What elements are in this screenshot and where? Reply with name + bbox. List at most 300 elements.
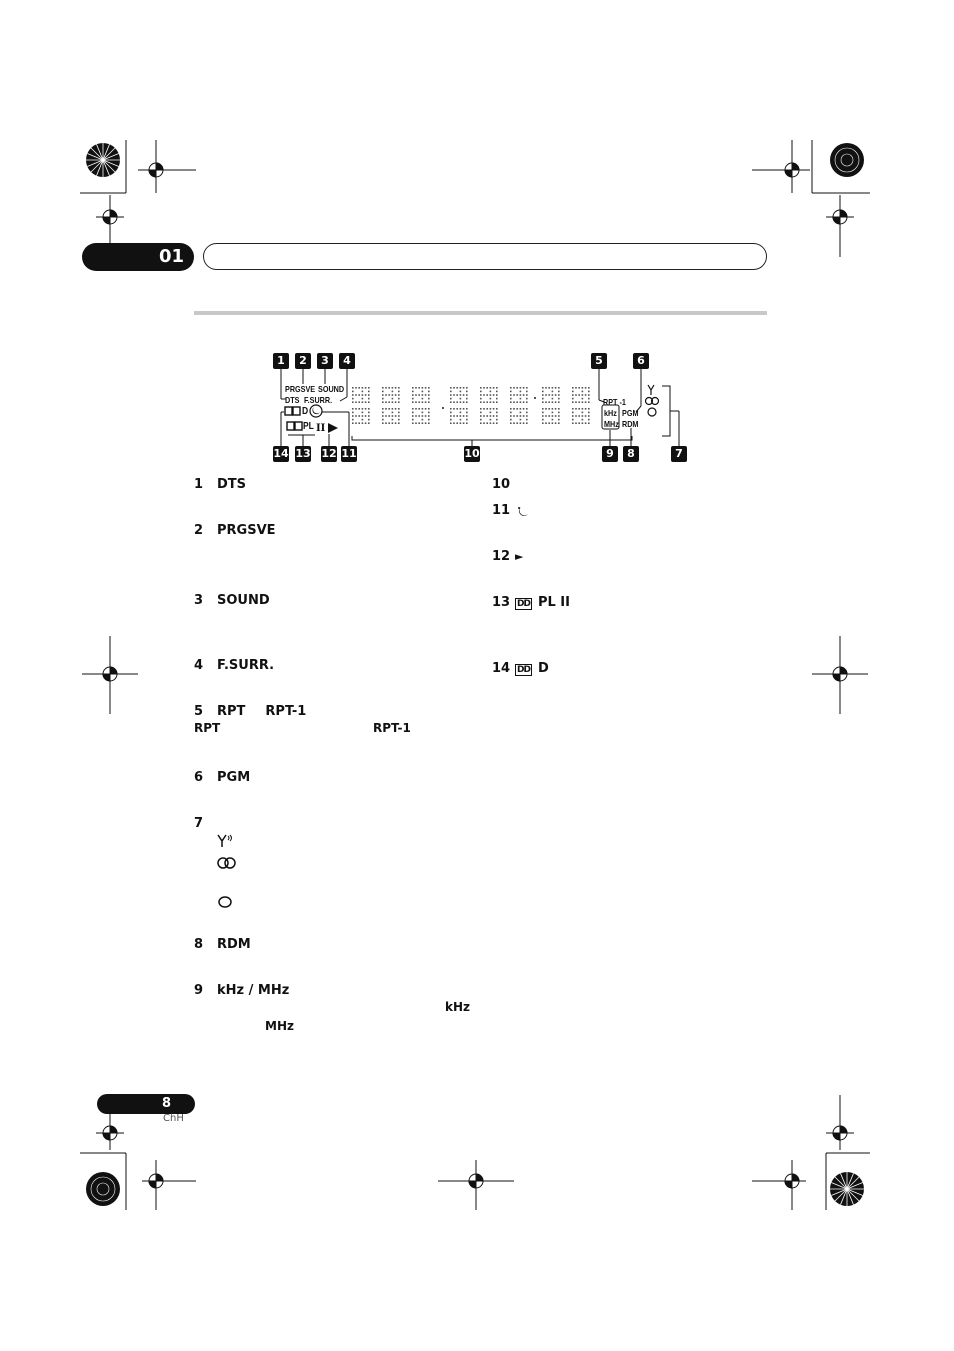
segment-dot bbox=[456, 394, 458, 396]
segment-dot bbox=[490, 422, 492, 424]
callout-6: 6 bbox=[633, 353, 649, 369]
segment-dot bbox=[466, 391, 468, 393]
segment-dot bbox=[582, 401, 584, 403]
segment-dot bbox=[555, 401, 557, 403]
svg-text:II: II bbox=[316, 423, 326, 434]
segment-dot bbox=[392, 401, 394, 403]
segment-dot bbox=[510, 412, 512, 414]
segment-dot bbox=[463, 408, 465, 410]
separator-dot bbox=[442, 407, 444, 409]
segment-dot bbox=[368, 394, 370, 396]
segment-dot bbox=[365, 422, 367, 424]
segment-dot bbox=[520, 415, 522, 417]
segment-dot bbox=[398, 412, 400, 414]
segment-dot bbox=[415, 401, 417, 403]
item-4-label: F.SURR. bbox=[217, 658, 275, 673]
segment-dot bbox=[542, 422, 544, 424]
segment-dot bbox=[480, 412, 482, 414]
segment-dot bbox=[365, 408, 367, 410]
segment-dot bbox=[585, 387, 587, 389]
segment-dot bbox=[510, 394, 512, 396]
segment-dot bbox=[480, 422, 482, 424]
segment-dot bbox=[385, 408, 387, 410]
display-figure bbox=[270, 350, 700, 470]
segment-dot bbox=[520, 401, 522, 403]
segment-dot bbox=[352, 419, 354, 421]
item-8-label: RDM bbox=[217, 937, 251, 952]
item-5: 5 RPT RPT-1 bbox=[194, 704, 307, 719]
segment-dot bbox=[453, 408, 455, 410]
segment-dot bbox=[483, 394, 485, 396]
segment-dot bbox=[425, 422, 427, 424]
segment-dot bbox=[365, 415, 367, 417]
segment-dot bbox=[460, 415, 462, 417]
segment-dot bbox=[466, 422, 468, 424]
segment-dot bbox=[382, 391, 384, 393]
segment-dot bbox=[463, 415, 465, 417]
segment-dot bbox=[412, 398, 414, 400]
segment-dot bbox=[542, 408, 544, 410]
segment-dot bbox=[486, 387, 488, 389]
segment-dot bbox=[520, 398, 522, 400]
segment-dot bbox=[412, 422, 414, 424]
item-6: 6 PGM bbox=[194, 770, 251, 785]
segment-dot bbox=[516, 394, 518, 396]
segment-dot bbox=[510, 387, 512, 389]
item-7: 7 bbox=[194, 816, 204, 831]
segment-dot bbox=[388, 394, 390, 396]
segment-dot bbox=[493, 401, 495, 403]
segment-dot bbox=[552, 394, 554, 396]
segment-dot bbox=[483, 415, 485, 417]
callout-14: 14 bbox=[273, 447, 289, 460]
segment-dot bbox=[428, 387, 430, 389]
segment-dot bbox=[428, 401, 430, 403]
segment-dot bbox=[558, 401, 560, 403]
segment-dot bbox=[486, 408, 488, 410]
segment-dot bbox=[490, 415, 492, 417]
segment-dot bbox=[382, 387, 384, 389]
segment-dot bbox=[392, 422, 394, 424]
segment-dot bbox=[585, 415, 587, 417]
callout-2: 2 bbox=[295, 353, 311, 369]
segment-dot bbox=[555, 422, 557, 424]
segment-dot bbox=[368, 387, 370, 389]
segment-dot bbox=[545, 387, 547, 389]
segment-dot bbox=[588, 412, 590, 414]
play-icon: ► bbox=[515, 550, 524, 563]
segment-dot bbox=[555, 408, 557, 410]
segment-dot bbox=[493, 394, 495, 396]
item-4: 4 F.SURR. bbox=[194, 658, 275, 673]
segment-dot bbox=[490, 408, 492, 410]
segment-dot bbox=[355, 387, 357, 389]
segment-dot bbox=[520, 394, 522, 396]
segment-dot bbox=[496, 387, 498, 389]
segment-dot bbox=[398, 398, 400, 400]
segment-dot bbox=[453, 415, 455, 417]
segment-dot bbox=[582, 412, 584, 414]
item-3: 3 SOUND bbox=[194, 593, 270, 608]
segment-dot bbox=[456, 422, 458, 424]
segment-dot bbox=[362, 391, 364, 393]
segment-dot bbox=[428, 408, 430, 410]
stereo-icon bbox=[217, 856, 239, 870]
segment-dot bbox=[388, 408, 390, 410]
segment-dot bbox=[513, 422, 515, 424]
segment-dot bbox=[526, 401, 528, 403]
callout-8: 8 bbox=[623, 446, 639, 462]
segment-dot bbox=[490, 419, 492, 421]
segment-dot bbox=[355, 415, 357, 417]
segment-dot bbox=[352, 422, 354, 424]
segment-dot bbox=[466, 394, 468, 396]
segment-dot bbox=[362, 412, 364, 414]
segment-dot bbox=[355, 394, 357, 396]
segment-dot bbox=[496, 394, 498, 396]
segment-dot bbox=[513, 408, 515, 410]
segment-dot bbox=[398, 415, 400, 417]
segment-dot bbox=[510, 391, 512, 393]
segment-dot bbox=[418, 394, 420, 396]
segment-dot bbox=[588, 401, 590, 403]
segment-dot bbox=[558, 412, 560, 414]
segment-dot bbox=[480, 398, 482, 400]
item-13: 13 DD PL II bbox=[492, 595, 570, 610]
callout-1: 1 bbox=[273, 353, 289, 369]
item-2-label: PRGSVE bbox=[217, 523, 276, 538]
segment-dot bbox=[428, 412, 430, 414]
item-5-label: RPT bbox=[217, 704, 246, 719]
tuned-icon bbox=[218, 895, 234, 909]
item-11: 11 bbox=[492, 503, 511, 518]
segment-dot bbox=[382, 398, 384, 400]
segment-dot bbox=[585, 422, 587, 424]
segment-dot bbox=[412, 394, 414, 396]
segment-dot bbox=[510, 419, 512, 421]
segment-dot bbox=[368, 408, 370, 410]
segment-dot bbox=[358, 422, 360, 424]
segment-dot bbox=[490, 391, 492, 393]
segment-dot bbox=[578, 415, 580, 417]
segment-dot bbox=[542, 398, 544, 400]
segment-dot bbox=[542, 419, 544, 421]
segment-dot bbox=[362, 422, 364, 424]
item-5-label-2: RPT-1 bbox=[265, 704, 307, 719]
indicator-pgm: PGM bbox=[622, 408, 639, 418]
segment-dot bbox=[388, 401, 390, 403]
segment-dot bbox=[588, 391, 590, 393]
item-2: 2 PRGSVE bbox=[194, 523, 276, 538]
segment-dot bbox=[425, 415, 427, 417]
segment-dot bbox=[352, 412, 354, 414]
segment-dot bbox=[412, 412, 414, 414]
segment-dot bbox=[480, 394, 482, 396]
segment-dot bbox=[415, 408, 417, 410]
segment-dot bbox=[392, 394, 394, 396]
segment-dot bbox=[578, 394, 580, 396]
segment-dot bbox=[542, 394, 544, 396]
segment-dot bbox=[352, 391, 354, 393]
segment-dot bbox=[388, 415, 390, 417]
segment-dot bbox=[388, 422, 390, 424]
segment-dot bbox=[480, 387, 482, 389]
segment-dot bbox=[516, 387, 518, 389]
segment-dot bbox=[398, 391, 400, 393]
segment-dot bbox=[552, 415, 554, 417]
segment-dot bbox=[520, 419, 522, 421]
segment-dot bbox=[352, 394, 354, 396]
segment-dot bbox=[548, 401, 550, 403]
segment-dot bbox=[385, 394, 387, 396]
dolby-icon: DD bbox=[517, 665, 530, 675]
segment-dot bbox=[362, 415, 364, 417]
segment-dot bbox=[418, 408, 420, 410]
segment-dot bbox=[382, 412, 384, 414]
segment-dot bbox=[460, 398, 462, 400]
segment-dot bbox=[428, 415, 430, 417]
segment-dot bbox=[428, 391, 430, 393]
indicator-fsurr: F.SURR. bbox=[304, 395, 333, 405]
segment-dot bbox=[558, 387, 560, 389]
segment-dot bbox=[358, 408, 360, 410]
segment-dot bbox=[545, 415, 547, 417]
item-14: 14 DD D bbox=[492, 661, 549, 676]
segment-dot bbox=[392, 398, 394, 400]
segment-dot bbox=[552, 398, 554, 400]
segment-dot bbox=[588, 419, 590, 421]
callout-9: 9 bbox=[602, 446, 618, 462]
segment-dot bbox=[486, 401, 488, 403]
segment-dot bbox=[368, 419, 370, 421]
segment-dot bbox=[365, 394, 367, 396]
segment-dot bbox=[526, 387, 528, 389]
segment-dot bbox=[486, 422, 488, 424]
segment-dot bbox=[490, 401, 492, 403]
segment-dot bbox=[463, 422, 465, 424]
segment-dot bbox=[368, 398, 370, 400]
segment-dot bbox=[368, 415, 370, 417]
segment-dot bbox=[496, 391, 498, 393]
segment-dot bbox=[520, 408, 522, 410]
segment-dot bbox=[483, 401, 485, 403]
separator-dot bbox=[534, 397, 536, 399]
sleep-icon bbox=[516, 505, 530, 519]
chapter-title-box bbox=[203, 243, 767, 270]
segment-dot bbox=[510, 401, 512, 403]
segment-dot bbox=[450, 398, 452, 400]
segment-dot bbox=[588, 387, 590, 389]
segment-dot bbox=[355, 401, 357, 403]
segment-dot bbox=[362, 401, 364, 403]
segment-dot bbox=[493, 422, 495, 424]
segment-dot bbox=[523, 387, 525, 389]
item-5-line2-rpt: RPT bbox=[194, 721, 221, 735]
segment-dot bbox=[385, 387, 387, 389]
segment-dot bbox=[526, 398, 528, 400]
segment-dot bbox=[392, 391, 394, 393]
segment-dot bbox=[460, 387, 462, 389]
segment-dot bbox=[575, 408, 577, 410]
segment-dot bbox=[526, 422, 528, 424]
segment-dot bbox=[463, 387, 465, 389]
segment-dot bbox=[425, 408, 427, 410]
segment-dot bbox=[555, 387, 557, 389]
segment-dot bbox=[392, 415, 394, 417]
callout-13: 13 bbox=[295, 447, 311, 460]
segment-dot bbox=[460, 419, 462, 421]
segment-dot bbox=[496, 419, 498, 421]
segment-dot bbox=[422, 412, 424, 414]
segment-dot bbox=[456, 415, 458, 417]
segment-dot bbox=[453, 422, 455, 424]
segment-dot bbox=[398, 401, 400, 403]
segment-dot bbox=[382, 401, 384, 403]
segment-dot bbox=[460, 408, 462, 410]
indicator-khz: kHz bbox=[604, 408, 617, 418]
segment-dot bbox=[453, 387, 455, 389]
indicator-d: D bbox=[302, 406, 309, 417]
segment-dot bbox=[516, 401, 518, 403]
segment-dot bbox=[496, 401, 498, 403]
segment-dot bbox=[460, 401, 462, 403]
segment-dot bbox=[395, 408, 397, 410]
segment-dot bbox=[558, 398, 560, 400]
segment-dot bbox=[523, 415, 525, 417]
segment-dot bbox=[526, 391, 528, 393]
segment-dot bbox=[558, 408, 560, 410]
callout-7: 7 bbox=[671, 446, 687, 462]
page-number: 8 bbox=[97, 1094, 195, 1114]
segment-dot bbox=[352, 415, 354, 417]
segment-dot bbox=[552, 391, 554, 393]
segment-dot bbox=[510, 415, 512, 417]
segment-dot bbox=[425, 401, 427, 403]
segment-dot bbox=[450, 394, 452, 396]
segment-dot bbox=[493, 408, 495, 410]
segment-dot bbox=[520, 387, 522, 389]
segment-dot bbox=[395, 422, 397, 424]
segment-dot bbox=[428, 394, 430, 396]
segment-dot bbox=[480, 408, 482, 410]
segment-dot bbox=[358, 401, 360, 403]
section-rule bbox=[194, 311, 767, 315]
segment-dot bbox=[588, 422, 590, 424]
segment-dot bbox=[558, 422, 560, 424]
segment-dot bbox=[582, 415, 584, 417]
segment-dot bbox=[582, 394, 584, 396]
display-graphics bbox=[270, 350, 700, 470]
segment-dot bbox=[450, 387, 452, 389]
segment-dot bbox=[516, 422, 518, 424]
segment-dot bbox=[558, 394, 560, 396]
segment-dot bbox=[382, 422, 384, 424]
segment-dot bbox=[480, 415, 482, 417]
item-1-label: DTS bbox=[217, 477, 247, 492]
item-8: 8 RDM bbox=[194, 937, 251, 952]
segment-dot bbox=[450, 422, 452, 424]
segment-dot bbox=[428, 422, 430, 424]
segment-dot bbox=[398, 419, 400, 421]
segment-dot bbox=[422, 415, 424, 417]
segment-dot bbox=[582, 391, 584, 393]
segment-dot bbox=[415, 387, 417, 389]
segment-dot bbox=[572, 419, 574, 421]
segment-dot bbox=[358, 387, 360, 389]
segment-dot bbox=[466, 408, 468, 410]
segment-dot bbox=[398, 422, 400, 424]
segment-dot bbox=[520, 422, 522, 424]
segment-dot bbox=[456, 408, 458, 410]
segment-dot bbox=[526, 408, 528, 410]
segment-dot bbox=[490, 398, 492, 400]
segment-dot bbox=[460, 391, 462, 393]
segment-dot bbox=[422, 422, 424, 424]
segment-dot bbox=[490, 387, 492, 389]
segment-dot bbox=[352, 408, 354, 410]
segment-dot bbox=[513, 401, 515, 403]
segment-dot bbox=[552, 387, 554, 389]
segment-dot bbox=[395, 394, 397, 396]
segment-dot bbox=[572, 422, 574, 424]
segment-dot bbox=[466, 415, 468, 417]
segment-dot bbox=[582, 398, 584, 400]
segment-dot bbox=[412, 391, 414, 393]
indicator-rdm: RDM bbox=[622, 419, 639, 429]
segment-dot bbox=[398, 394, 400, 396]
segment-dot bbox=[450, 401, 452, 403]
segment-dot bbox=[548, 422, 550, 424]
segment-dot bbox=[578, 401, 580, 403]
segment-dot bbox=[463, 401, 465, 403]
segment-dot bbox=[542, 391, 544, 393]
segment-dot bbox=[358, 394, 360, 396]
segment-dot bbox=[548, 394, 550, 396]
segment-dot bbox=[513, 394, 515, 396]
segment-dot bbox=[412, 419, 414, 421]
segment-dot bbox=[418, 415, 420, 417]
language-code: ChH bbox=[163, 1113, 184, 1124]
indicator-sound: SOUND bbox=[318, 384, 345, 394]
segment-dot bbox=[355, 408, 357, 410]
segment-dot bbox=[585, 394, 587, 396]
segment-dot bbox=[516, 408, 518, 410]
segment-dot bbox=[572, 391, 574, 393]
segment-dot bbox=[558, 391, 560, 393]
segment-dot bbox=[542, 387, 544, 389]
segment-dot bbox=[545, 422, 547, 424]
indicator-dts: DTS bbox=[285, 395, 300, 405]
segment-dot bbox=[493, 415, 495, 417]
segment-dot bbox=[422, 419, 424, 421]
segment-dot bbox=[385, 401, 387, 403]
segment-dot bbox=[466, 398, 468, 400]
segment-dot bbox=[460, 394, 462, 396]
segment-dot bbox=[456, 401, 458, 403]
segment-dot bbox=[450, 419, 452, 421]
segment-dot bbox=[578, 387, 580, 389]
segment-dot bbox=[395, 415, 397, 417]
segment-dot bbox=[412, 401, 414, 403]
segment-dot bbox=[496, 415, 498, 417]
item-12: 12 ► bbox=[492, 549, 524, 564]
segment-dot bbox=[588, 394, 590, 396]
segment-dot bbox=[572, 398, 574, 400]
item-9-mhz: MHz bbox=[265, 1019, 294, 1033]
segment-dot bbox=[578, 422, 580, 424]
segment-dot bbox=[578, 408, 580, 410]
segment-dot bbox=[575, 401, 577, 403]
